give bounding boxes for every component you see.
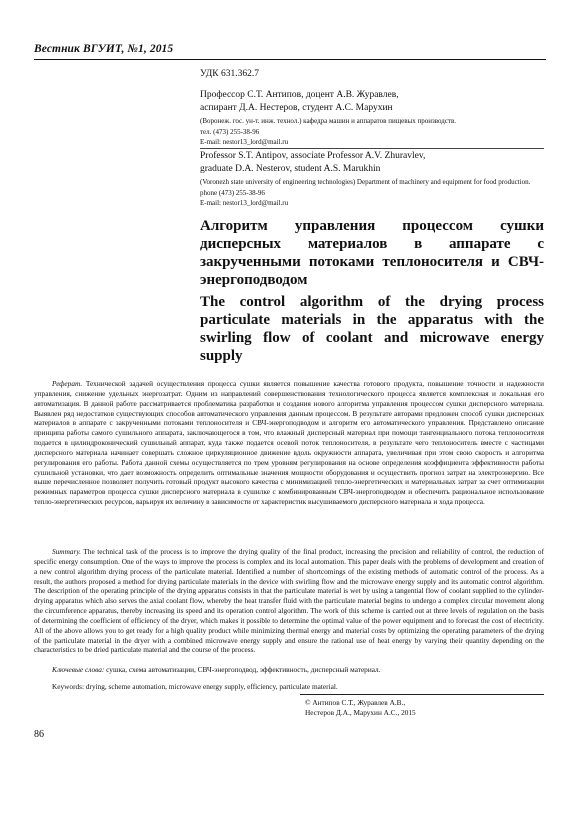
abstract-en-label: Summary. [52, 547, 81, 556]
authors-ru-line2: аспирант Д.А. Нестеров, студент А.С. Марухин [200, 103, 393, 114]
title-ru: Алгоритм управления процессом сушки дисперсных материалов в аппарате с закрученными потоками теплоносителя и СВЧ-энергоподводом [200, 218, 544, 288]
abstract-en [34, 547, 544, 655]
authors-en-line1: Professor S.T. Antipov, associate Professor A.V. Zhuravlev, [200, 151, 426, 161]
authors-en-line2: graduate D.A. Nesterov, student A.S. Marukhin [200, 164, 381, 175]
abstract-ru-label: Реферат. [52, 379, 83, 388]
abstract-en-text: The technical task of the process is to improve the drying quality of the final product, increasing the precision and reliability of control, the reduction of specific energy consumption. One of the ways to improve the process is complex and its local automation. This paper deals with the problems of development and creation of a new control algorithm drying process of the particulate material. Identified a number of shortcomings of the existing methods of automatic control of the process. As a result, the authors proposed a method for drying particulate materials in the device with swirling flow and the microwave energy supply and its automatic control algorithm. The description of the operating principle of the drying apparatus consists in that the particulate material is wet by using a tangential flow of coolant supplied to the cylinder-drying apparatus which also serves the axial coolant flow, whereby the heat transfer fluid with the particulate material begins to undergo a complex circular movement along the circumference apparatus, thereby increasing its speed and its operation control algorithm. The work of this scheme is carried out at three levels of regulation on the basis of determining the coefficient of efficiency of the dryer, which makes it possible to determine the optimal value of the power equipment and to forecast the cost of electricity. All of the above allows you to get ready for a high quality product while minimizing thermal energy and material costs by optimizing the operating parameters of the drying of the particulate material in the dryer with a combined microwave energy supply and ensure the rational use of heat energy by varying their quantity depending on the characteristics to be dried particulate material and the course of the process. [34, 547, 545, 655]
copyright-rule [300, 694, 544, 695]
abstract-ru-text: Технической задачей осуществления процесса сушки является повышение качества готового продукта, повышение точности и надежности управления, снижение удельных энергозатрат. Одним из направлений совершенствования технологического процесса является комплексная и локальная его автоматизация. В данной работе рассматривается проблематика разработки и создания нового алгоритма управления процессом сушки дисперсного материала. Выявлен ряд недостатков существующих способов автоматического управления данным процессом. В результате авторами предложен способ сушки дисперсных материалов в аппарате с закрученными потоками теплоносителя и СВЧ-энергоподводом и алгоритм его автоматического управления. Представлено описание принципа работы самого сушильного аппарата, заключающегося в том, что влажный дисперсный материал при помощи тангенциального потока теплоносителя подается в цилиндроконический сушильный аппарат, куда также подается осевой поток теплоносителя, в результате чего теплоноситель вместе с частицами дисперсного материала начинает совершать сложное циркуляционное движение вдоль окружности аппарата, увеличивая при этом свою скорость и алгоритма регулирования его работы. Работа данной схемы осуществляется по трем уровням регулирования на основе определения коэффициента эффективности работы сушильной установки, что дает возможность определить оптимальные значения мощности оборудования и осуществить прогноз затрат на электроэнергию. Все выше перечисленное позволяет получить готовый продукт высокого качества с минимизацией тепло-энергетических и материальных затрат за счет оптимизации режимных параметров процесса сушки дисперсного материала в сушилке с комбинированным СВЧ-энергоподводом и обеспечить рациональное использование тепло-энергетических ресурсов, варьируя их величину в зависимости от характеристик высушиваемого дисперсного материала и хода процесса. [34, 379, 545, 507]
affiliation-ru-email: E-mail: nestor13_lord@mail.ru [200, 138, 289, 146]
keywords-ru [34, 665, 544, 674]
authors-ru [200, 89, 544, 116]
affiliation-ru-text: (Воронеж. гос. ун-т. инж. технол.) кафедра машин и аппаратов пищевых производств. [200, 117, 457, 125]
affiliation-ru-phone: тел. (473) 255-38-96 [200, 127, 260, 136]
copyright-line1: © Антипов С.Т., Журавлев А.В., [305, 698, 406, 707]
abstract-ru [34, 379, 544, 507]
copyright-line2: Нестеров Д.А., Марухин А.С., 2015 [305, 708, 416, 717]
keywords-ru-text: сушка, схема автоматизации, СВЧ-энергоподвод, эффективность, дисперсный материал. [106, 665, 381, 674]
page-number: 86 [34, 729, 44, 740]
author-separator [200, 148, 544, 149]
affiliation-en-text: (Voronezh state university of engineering technologies) Department of machinery and equipment for food production. phone (473) 255-38-96 [200, 178, 531, 197]
affiliation-ru [200, 116, 544, 148]
authors-ru-line1: Профессор С.Т. Антипов, доцент А.В. Журавлев, [200, 90, 399, 100]
udk-code: УДК 631.362.7 [200, 69, 259, 79]
affiliation-en-email: E-mail: nestor13_lord@mail.ru [200, 199, 289, 207]
affiliation-en [200, 177, 544, 209]
keywords-en [34, 682, 544, 691]
journal-header: Вестник ВГУИТ, №1, 2015 [34, 43, 174, 55]
header-rule [34, 59, 546, 60]
keywords-en-label: Keywords: [52, 682, 85, 691]
title-en: The control algorithm of the drying process particulate materials in the apparatus with the swirling flow of coolant and microwave energy supply [200, 294, 544, 364]
authors-en [200, 150, 544, 177]
keywords-en-text: drying, scheme automation, microwave energy supply, efficiency, particulate material. [85, 682, 338, 691]
keywords-ru-label: Ключевые слова: [52, 665, 105, 674]
copyright [305, 698, 416, 718]
